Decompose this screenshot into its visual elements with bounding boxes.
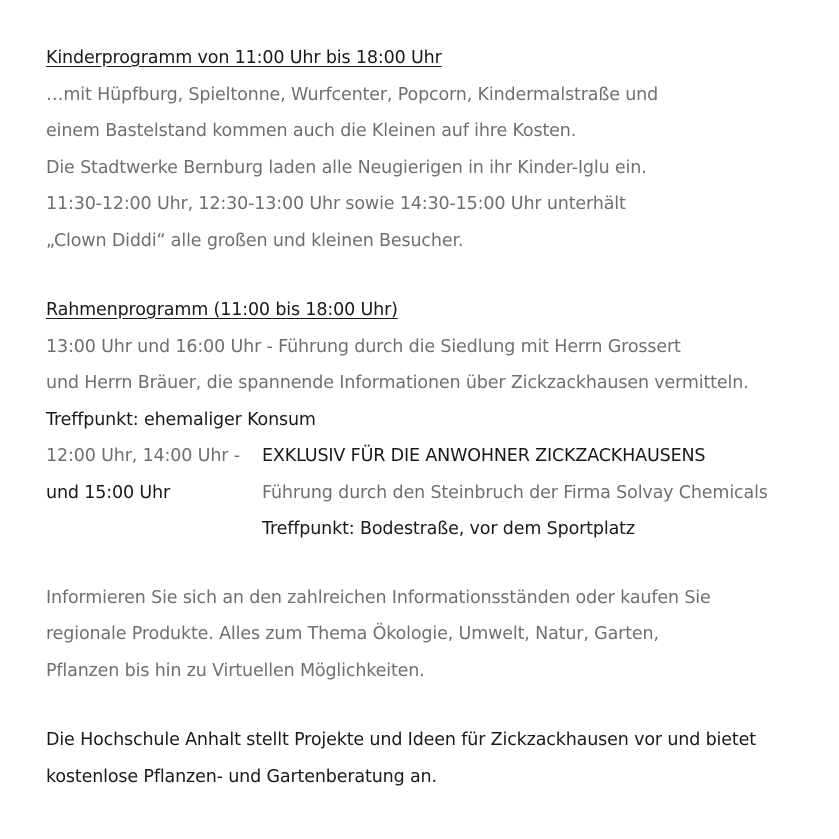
hochschule-line: kostenlose Pflanzen- und Gartenberatung an. xyxy=(46,766,437,787)
tour-details xyxy=(262,438,768,548)
section-spacer xyxy=(46,689,826,722)
kinderprogramm-line: „Clown Diddi“ alle großen und kleinen Besucher. xyxy=(46,230,464,251)
kinderprogramm-line: Die Stadtwerke Bernburg laden alle Neugierigen in ihr Kinder-Iglu ein. xyxy=(46,157,647,178)
tour-times-line2: und 15:00 Uhr xyxy=(46,482,170,503)
tour-meeting-point: Treffpunkt: Bodestraße, vor dem Sportplatz xyxy=(262,519,635,539)
rahmenprogramm-line: 13:00 Uhr und 16:00 Uhr - Führung durch die Siedlung mit Herrn Grossert xyxy=(46,336,681,357)
tour-description: Führung durch den Steinbruch der Firma Solvay Chemicals xyxy=(262,482,768,503)
kinderprogramm-section xyxy=(46,40,826,259)
section-spacer xyxy=(46,548,826,580)
hochschule-section xyxy=(46,722,826,795)
kinderprogramm-line: …mit Hüpfburg, Spieltonne, Wurfcenter, Popcorn, Kindermalstraße und xyxy=(46,84,659,105)
info-line: Informieren Sie sich an den zahlreichen Informationsständen oder kaufen Sie xyxy=(46,587,711,608)
tour-exclusive-note: EXKLUSIV FÜR DIE ANWOHNER ZICKZACKHAUSENS xyxy=(262,446,706,466)
document-page xyxy=(46,40,826,795)
kinderprogramm-line: 11:30-12:00 Uhr, 12:30-13:00 Uhr sowie 14:30-15:00 Uhr unterhält xyxy=(46,194,626,214)
kinderprogramm-heading: Kinderprogramm von 11:00 Uhr bis 18:00 Uhr xyxy=(46,48,442,68)
info-section xyxy=(46,580,826,690)
hochschule-line: Die Hochschule Anhalt stellt Projekte und Ideen für Zickzackhausen vor und bietet xyxy=(46,730,756,750)
rahmenprogramm-line: und Herrn Bräuer, die spannende Informationen über Zickzackhausen vermitteln. xyxy=(46,373,749,393)
rahmenprogramm-meeting-point: Treffpunkt: ehemaliger Konsum xyxy=(46,409,316,430)
rahmenprogramm-heading: Rahmenprogramm (11:00 bis 18:00 Uhr) xyxy=(46,300,398,320)
rahmenprogramm-section xyxy=(46,292,826,548)
steinbruch-tour-block xyxy=(46,438,826,548)
info-line: regionale Produkte. Alles zum Thema Ökologie, Umwelt, Natur, Garten, xyxy=(46,624,659,644)
kinderprogramm-line: einem Bastelstand kommen auch die Kleinen auf ihre Kosten. xyxy=(46,121,577,141)
tour-times xyxy=(46,438,240,511)
tour-times-line1: 12:00 Uhr, 14:00 Uhr - xyxy=(46,446,240,466)
info-line: Pflanzen bis hin zu Virtuellen Möglichkeiten. xyxy=(46,660,425,681)
section-spacer xyxy=(46,259,826,292)
